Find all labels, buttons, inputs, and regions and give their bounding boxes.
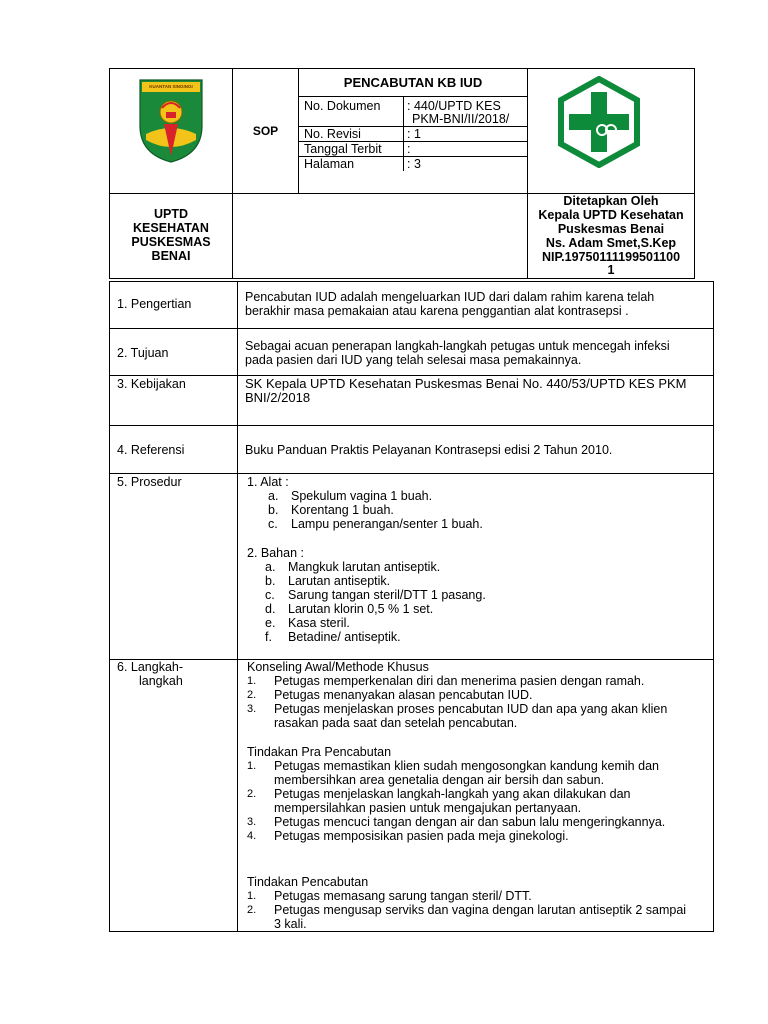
meta-label-no-revisi: No. Revisi <box>304 127 361 141</box>
g2-marker-4: 4. <box>247 830 257 842</box>
alat-item-a: Spekulum vagina 1 buah. <box>291 489 433 503</box>
g3-heading: Tindakan Pencabutan <box>247 875 369 889</box>
approval-line-4: Ns. Adam Smet,S.Kep <box>545 236 677 250</box>
bahan-marker-f: f. <box>265 630 272 644</box>
meta-value-no-revisi: : 1 <box>407 127 421 141</box>
bahan-item-d: Larutan klorin 0,5 % 1 set. <box>288 602 434 616</box>
g2-marker-1: 1. <box>247 760 257 772</box>
g2-heading: Tindakan Pra Pencabutan <box>247 745 392 759</box>
sop-label: SOP <box>252 124 279 138</box>
meta-value-no-dokumen: : 440/UPTD KES <box>407 99 501 113</box>
bahan-item-e: Kasa steril. <box>288 616 350 630</box>
g2-item-2: Petugas menjelaskan langkah-langkah yang akan dilakukan dan <box>274 787 631 801</box>
kebijakan-line-2: BNI/2/2018 <box>245 390 311 405</box>
g1-marker-1: 1. <box>247 675 257 687</box>
g2-item-1-cont: membersihkan area genetalia dengan air bersih dan sabun. <box>274 773 605 787</box>
bahan-heading: 2. Bahan : <box>247 546 304 560</box>
pengertian-line-1: Pencabutan IUD adalah mengeluarkan IUD dari dalam rahim karena telah <box>245 290 655 304</box>
g3-item-2-cont: 3 kali. <box>274 917 307 931</box>
g2-item-2-cont: mempersilahkan pasien untuk mengajukan pertanyaan. <box>274 801 582 815</box>
tujuan-line-1: Sebagai acuan penerapan langkah-langkah petugas untuk mencegah infeksi <box>245 339 670 353</box>
g1-item-3-cont: rasakan pada saat dan setelah pencabutan. <box>274 716 518 730</box>
g2-item-3: Petugas mencuci tangan dengan air dan sabun lalu mengeringkannya. <box>274 815 666 829</box>
org-line-1: UPTD <box>153 207 189 221</box>
approval-line-6: 1 <box>607 263 615 277</box>
meta-label-tanggal-terbit: Tanggal Terbit <box>304 142 382 156</box>
bahan-item-a: Mangkuk larutan antiseptik. <box>288 560 441 574</box>
alat-marker-a: a. <box>268 489 279 503</box>
org-line-2: KESEHATAN <box>133 221 209 235</box>
label-pengertian: 1. Pengertian <box>117 297 192 311</box>
referensi-line-1: Buku Panduan Praktis Pelayanan Kontrasepsi edisi 2 Tahun 2010. <box>245 443 613 457</box>
bahan-item-b: Larutan antiseptik. <box>288 574 391 588</box>
g1-item-1: Petugas memperkenalan diri dan menerima pasien dengan ramah. <box>274 674 645 688</box>
label-kebijakan: 3. Kebijakan <box>117 377 186 391</box>
label-tujuan: 2. Tujuan <box>117 346 169 360</box>
bahan-item-f: Betadine/ antiseptik. <box>288 630 401 644</box>
bahan-marker-e: e. <box>265 616 276 630</box>
logo-caption: KUANTAN SINGINGI <box>149 84 193 89</box>
g1-marker-2: 2. <box>247 689 257 701</box>
health-logo <box>557 76 641 168</box>
bahan-marker-d: d. <box>265 602 276 616</box>
label-prosedur: 5. Prosedur <box>117 475 182 489</box>
meta-label-halaman: Halaman <box>304 157 355 171</box>
label-referensi: 4. Referensi <box>117 443 185 457</box>
meta-label-no-dokumen: No. Dokumen <box>304 99 381 113</box>
g1-item-3: Petugas menjelaskan proses pencabutan IUD dan apa yang akan klien <box>274 702 668 716</box>
alat-item-b: Korentang 1 buah. <box>291 503 394 517</box>
meta-value-no-dokumen-2: PKM-BNI/II/2018/ <box>412 112 510 126</box>
g1-heading: Konseling Awal/Methode Khusus <box>247 660 429 674</box>
alat-heading: 1. Alat : <box>247 475 289 489</box>
label-langkah-2: langkah <box>139 674 183 688</box>
g3-marker-2: 2. <box>247 904 257 916</box>
page-title: PENCABUTAN KB IUD <box>343 75 483 90</box>
org-line-3: PUSKESMAS <box>131 235 211 249</box>
alat-marker-b: b. <box>268 503 279 517</box>
org-line-4: BENAI <box>151 249 191 263</box>
meta-value-halaman: : 3 <box>407 157 421 171</box>
approval-line-5: NIP.19750111199501100 <box>541 250 681 264</box>
bahan-marker-a: a. <box>265 560 276 574</box>
bahan-marker-b: b. <box>265 574 276 588</box>
tujuan-line-2: pada pasien dari IUD yang telah selesai masa pemakainnya. <box>245 353 582 367</box>
g3-marker-1: 1. <box>247 890 257 902</box>
bahan-marker-c: c. <box>265 588 275 602</box>
alat-marker-c: c. <box>268 517 278 531</box>
approval-line-3: Puskesmas Benai <box>557 222 665 236</box>
g1-marker-3: 3. <box>247 703 257 715</box>
meta-value-tanggal-terbit: : <box>407 142 411 156</box>
pengertian-line-2: berakhir masa pemakaian atau karena penggantian alat kontrasepsi . <box>245 304 629 318</box>
g3-item-2: Petugas mengusap serviks dan vagina dengan larutan antiseptik 2 sampai <box>274 903 687 917</box>
alat-item-c: Lampu penerangan/senter 1 buah. <box>291 517 483 531</box>
regency-logo <box>136 74 206 164</box>
label-langkah-1: 6. Langkah- <box>117 660 184 674</box>
g2-marker-2: 2. <box>247 788 257 800</box>
g3-item-1: Petugas memasang sarung tangan steril/ DTT. <box>274 889 532 903</box>
approval-line-1: Ditetapkan Oleh <box>563 194 659 208</box>
approval-line-2: Kepala UPTD Kesehatan <box>538 208 684 222</box>
g2-item-4: Petugas memposisikan pasien pada meja ginekologi. <box>274 829 569 843</box>
g2-marker-3: 3. <box>247 816 257 828</box>
g1-item-2: Petugas menanyakan alasan pencabutan IUD. <box>274 688 533 702</box>
g2-item-1: Petugas memastikan klien sudah mengosongkan kandung kemih dan <box>274 759 659 773</box>
kebijakan-line-1: SK Kepala UPTD Kesehatan Puskesmas Benai No. 440/53/UPTD KES PKM <box>245 376 687 391</box>
bahan-item-c: Sarung tangan steril/DTT 1 pasang. <box>288 588 486 602</box>
